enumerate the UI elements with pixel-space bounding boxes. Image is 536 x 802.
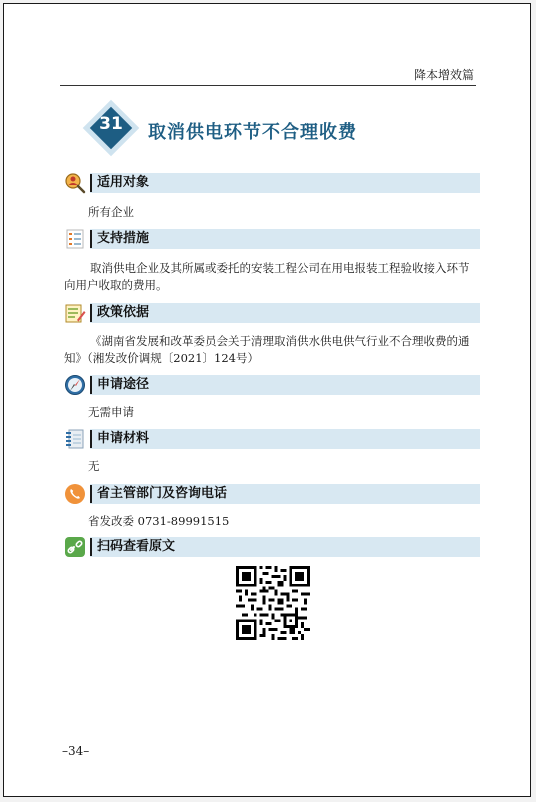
qr-code[interactable] [236, 566, 310, 640]
scan-link-icon [64, 536, 86, 558]
running-head: 降本增效篇 [413, 68, 474, 82]
section-header-applicable [64, 172, 480, 194]
title-number: 31 [99, 114, 123, 134]
section-divider [90, 430, 92, 448]
section-divider [90, 174, 92, 192]
section-body-measures: 取消供电企业及其所属或委托的安装工程公司在用电报装工程验收接入环节向用户收取的费用。 [64, 261, 470, 292]
section-label: 扫码查看原文 [97, 539, 176, 554]
section-header-materials [64, 428, 480, 450]
section-header-measures [64, 228, 480, 250]
title-block [88, 106, 418, 156]
phone-icon [64, 483, 86, 505]
section-label: 省主管部门及咨询电话 [97, 486, 228, 501]
section-divider [90, 304, 92, 322]
section-label: 政策依据 [97, 305, 150, 320]
header-rule [60, 85, 476, 86]
section-divider [90, 376, 92, 394]
section-body-materials: 无 [88, 459, 100, 473]
page-title: 取消供电环节不合理收费 [148, 122, 357, 143]
compass-icon [64, 374, 86, 396]
section-label: 适用对象 [97, 175, 150, 190]
section-header-basis [64, 302, 480, 324]
section-header-contact [64, 483, 480, 505]
section-header-scan [64, 536, 480, 558]
person-search-icon [64, 172, 86, 194]
section-body-contact: 省发改委 0731-89991515 [88, 514, 230, 528]
section-body-applicable: 所有企业 [88, 205, 134, 219]
section-divider [90, 485, 92, 503]
page [3, 3, 531, 797]
page-number: –34– [62, 744, 90, 758]
section-divider [90, 230, 92, 248]
section-body-basis: 《湖南省发展和改革委员会关于清理取消供水供电供气行业不合理收费的通知》（湘发改价调规〔2021〕124号） [64, 334, 470, 365]
section-divider [90, 538, 92, 556]
section-label: 支持措施 [97, 231, 150, 246]
checklist-icon [64, 228, 86, 250]
section-header-channel [64, 374, 480, 396]
section-label: 申请材料 [97, 431, 150, 446]
section-label: 申请途径 [97, 377, 150, 392]
notebook-icon [64, 428, 86, 450]
document-edit-icon [64, 302, 86, 324]
section-body-channel: 无需申请 [88, 405, 134, 419]
